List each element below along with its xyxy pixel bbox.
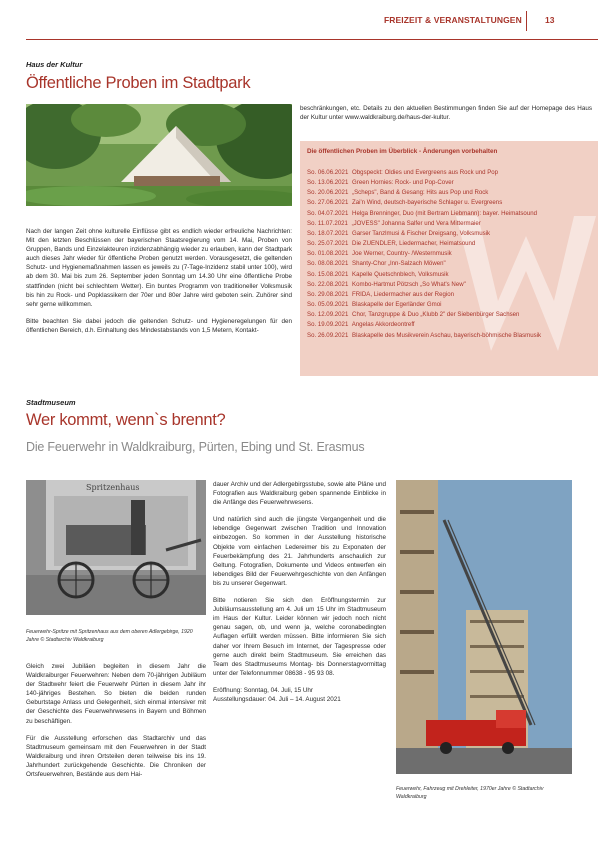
schedule-item bbox=[307, 331, 592, 341]
article2-subtitle: Die Feuerwehr in Waldkraiburg, Pürten, Ebing und St. Erasmus bbox=[26, 440, 365, 454]
schedule-date: So. 12.09.2021 bbox=[307, 311, 349, 319]
schedule-event: Angelas Akkordeontreff bbox=[351, 321, 415, 329]
section-label: FREIZEIT & VERANSTALTUNGEN bbox=[384, 15, 522, 25]
schedule-event: Kapelle Quetschnblech, Volksmusik bbox=[352, 270, 449, 278]
spritzenhaus-photo bbox=[26, 480, 206, 615]
article1-continuation: beschränkungen, etc. Details zu den aktuellen Bestimmungen finden Sie auf der Homepage des Haus der Kultur unter www.waldkraiburg.de/haus-der-kultur. bbox=[300, 105, 592, 122]
fire-truck-ladder-photo bbox=[396, 480, 572, 774]
schedule-box bbox=[300, 141, 598, 376]
schedule-date: So. 19.09.2021 bbox=[307, 321, 349, 329]
article1-kicker: Haus der Kultur bbox=[26, 60, 83, 69]
schedule-event: Die ZUENDLER, Liedermacher, Heimatsound bbox=[352, 240, 476, 248]
schedule-item bbox=[307, 300, 592, 310]
header-divider bbox=[526, 11, 527, 31]
duration-info: Ausstellungsdauer: 04. Juli – 14. August 2021 bbox=[213, 695, 341, 703]
schedule-date: So. 29.08.2021 bbox=[307, 290, 349, 298]
page-number: 13 bbox=[545, 15, 555, 25]
schedule-date: So. 04.07.2021 bbox=[307, 209, 349, 217]
schedule-item bbox=[307, 259, 592, 269]
schedule-event: Helga Brenninger, Duo (mit Bertram Liebmann): bayer. Heimatsound bbox=[352, 209, 537, 217]
schedule-item bbox=[307, 290, 592, 300]
article2-col1 bbox=[26, 662, 206, 787]
schedule-heading: Die öffentlichen Proben im Überblick - Änderungen vorbehalten bbox=[307, 148, 498, 155]
article2-paragraph: dauer Archiv und der Adlergebirgsstube, sowie alte Pläne und Fotografien aus Waldkraiburg geben spannende Einblicke in die Anfänge des Feuerwehrwesens. bbox=[213, 481, 386, 507]
schedule-item bbox=[307, 310, 592, 320]
schedule-event: „Scheps", Band & Gesang: Hits aus Pop und Rock bbox=[352, 189, 489, 197]
article2-paragraph: Bitte notieren Sie sich den Eröffnungstermin zur Jubiläumsausstellung am 4. Juli um 15 Uhr im Stadtmuseum im Haus der Kultur. Leider können wir jedoch noch nicht genau sagen, ob, und wenn ja, welche coronabedingten Auflagen erfüllt werden müssen. Bitte informieren Sie sich daher vor Ihrem Besuch im Internet, der Tagespresse oder gerne auch direkt beim Stadtmuseum. Sie erreichen das Team des Stadtmuseums Montag- bis Donnerstagvormittag unter der Telefonnummer 08638 - 95 93 08. bbox=[213, 597, 386, 677]
schedule-event: Shanty-Chor „Inn-Salzach Möwen" bbox=[352, 260, 446, 268]
schedule-date: So. 05.09.2021 bbox=[307, 301, 349, 309]
schedule-event: Chor, Tanzgruppe & Duo „Klubb 2" der Siebenbürger Sachsen bbox=[352, 311, 520, 319]
schedule-event: Joe Werner, Country- /Westernmusik bbox=[352, 250, 452, 258]
schedule-item bbox=[307, 320, 592, 330]
article2-paragraph: Gleich zwei Jubiläen begleiten in diesem Jahr die Waldkraiburger Feuerwehren: Neben dem 70-jährigen Jubiläum der Stadtwehr feiert die Feuerwehr Pürten in diesem Jahr ihr 140-jähriges Bestehen. So bieten die beiden runden Geburtstage Anlass und Gelegenheit, sich einmal intensiver mit der Geschichte des Feuerwehrwesens in Bayern und Böhmen zu beschäftigen. bbox=[26, 663, 206, 725]
schedule-event: Zai'n Wind, deutsch-bayerische Schlager u. Evergreens bbox=[352, 199, 503, 207]
header-rule bbox=[26, 39, 598, 40]
schedule-item bbox=[307, 219, 592, 229]
schedule-item bbox=[307, 168, 592, 178]
schedule-item bbox=[307, 249, 592, 259]
schedule-date: So. 11.07.2021 bbox=[307, 219, 348, 227]
schedule-date: So. 25.07.2021 bbox=[307, 240, 349, 248]
schedule-date: So. 18.07.2021 bbox=[307, 229, 349, 237]
stadtpark-stage-photo bbox=[26, 104, 292, 206]
article1-paragraph: Nach der langen Zeit ohne kulturelle Einflüsse gibt es endlich wieder erfreuliche Nachrichten: Mit den letzten Beschlüssen der bayerischen Staatsregierung vom 14. Mai, Proben von Gruppen, Bands und Einzelakteuren inzidenzabhängig wieder zu erlauben, kann der Stadtpark auch dieses Jahr wieder für öffentliche Proben genutzt werden. Vorausgesetzt, die geltenden Schutz- und Hygienemaßnahmen lassen es jeweils zu (7-Tage-Inzidenz stabil unter 100), wird ab dem 30. Mai bis zum 26. September jeden Sonntag um 14.30 Uhr eine öffentliche Probe stattfinden (nicht bei schlechtem Wetter). Ein buntes Programm von traditioneller Volksmusik bis hin zu Rock- und Popklassikern der 70er und 80er Jahre wird geboten sein. Zuhörer sind sehr gerne willkommen. bbox=[26, 228, 292, 308]
schedule-date: So. 20.06.2021 bbox=[307, 189, 349, 197]
schedule-date: So. 27.06.2021 bbox=[307, 199, 349, 207]
schedule-event: Blaskapelle des Musikverein Aschau, bayerisch-böhmische Blasmusik bbox=[352, 331, 542, 339]
schedule-item bbox=[307, 178, 592, 188]
schedule-item bbox=[307, 198, 592, 208]
opening-info: Eröffnung: Sonntag, 04. Juli, 15 Uhr bbox=[213, 686, 313, 694]
caption-fire-truck: Feuerwehr, Fahrzeug mit Drehleiter, 1970er Jahre © Stadtarchiv Waldkraiburg bbox=[396, 786, 544, 800]
schedule-event: Green Hornies: Rock- und Pop-Cover bbox=[352, 179, 454, 187]
article2-col2 bbox=[213, 480, 386, 704]
article2-paragraph: Für die Ausstellung erforschen das Stadtarchiv und das Stadtmuseum gemeinsam mit den Feuerwehren in der Stadt Waldkraiburg und ihren Ortsteilen deren teilweise bis ins 19. Jahrhundert zurückgehende Geschichte. Die Chroniken der Ortsfeuerwehren, Bestände aus dem Hai- bbox=[26, 734, 206, 779]
schedule-event: Obgspeckt: Oldies und Evergreens aus Rock und Pop bbox=[352, 169, 499, 176]
article2-paragraph: Und natürlich sind auch die jüngste Vergangenheit und die lebendige Gegenwart zwischen Tradition und Innovation einbezogen. So kommen in der Ausstellung historische Objekte vom einfachen Ledereimer bis zu Exponaten der Feuerbekämpfung des 21. Jahrhunderts anschaulich zur Geltung. Fotografien, Dokumente und Videos entwerfen ein lebendiges Bild der Feuerwehrgeschichte von den Anfängen bis zu unserer Gegenwart. bbox=[213, 516, 386, 587]
article1-title: Öffentliche Proben im Stadtpark bbox=[26, 74, 251, 92]
article1-body bbox=[26, 227, 292, 343]
spritzenhaus-sign: Spritzenhaus bbox=[86, 483, 140, 492]
article2-kicker: Stadtmuseum bbox=[26, 398, 76, 407]
schedule-date: So. 06.06.2021 bbox=[307, 169, 349, 176]
schedule-date: So. 13.06.2021 bbox=[307, 179, 349, 187]
article1-paragraph: Bitte beachten Sie dabei jedoch die geltenden Schutz- und Hygieneregelungen für den öffentlichen Bereich, d.h. Einhaltung des Mindestabstands von 1,5 Metern, Kontakt- bbox=[26, 317, 292, 334]
schedule-item bbox=[307, 209, 592, 219]
schedule-item bbox=[307, 270, 592, 280]
schedule-item bbox=[307, 239, 592, 249]
schedule-event: Kombo-Hartmut Pötzsch „So What's New" bbox=[352, 280, 466, 288]
schedule-item bbox=[307, 188, 592, 198]
schedule-item bbox=[307, 280, 592, 290]
caption-spritzenhaus: Feuerwehr-Spritze mit Spritzenhaus aus dem oberen Adlergebirge, 1920 Jahre © Stadtarchiv Waldkraiburg bbox=[26, 629, 193, 643]
schedule-event: „JOVESS" Johanna Salfer und Vera Mittermaier bbox=[351, 219, 481, 227]
schedule-event: Blaskapelle der Egerländer Gmoi bbox=[352, 301, 442, 309]
schedule-date: So. 08.08.2021 bbox=[307, 260, 349, 268]
schedule-date: So. 26.09.2021 bbox=[307, 331, 349, 339]
schedule-date: So. 15.08.2021 bbox=[307, 270, 349, 278]
schedule-date: So. 01.08.2021 bbox=[307, 250, 349, 258]
schedule-list bbox=[307, 168, 592, 341]
schedule-event: Garser Tanzlmusi & Fischer Dreigsang, Volksmusik bbox=[352, 229, 491, 237]
schedule-event: FRIDA, Liedermacher aus der Region bbox=[352, 290, 454, 298]
schedule-date: So. 22.08.2021 bbox=[307, 280, 349, 288]
schedule-item bbox=[307, 229, 592, 239]
article2-title: Wer kommt, wenn`s brennt? bbox=[26, 411, 226, 429]
